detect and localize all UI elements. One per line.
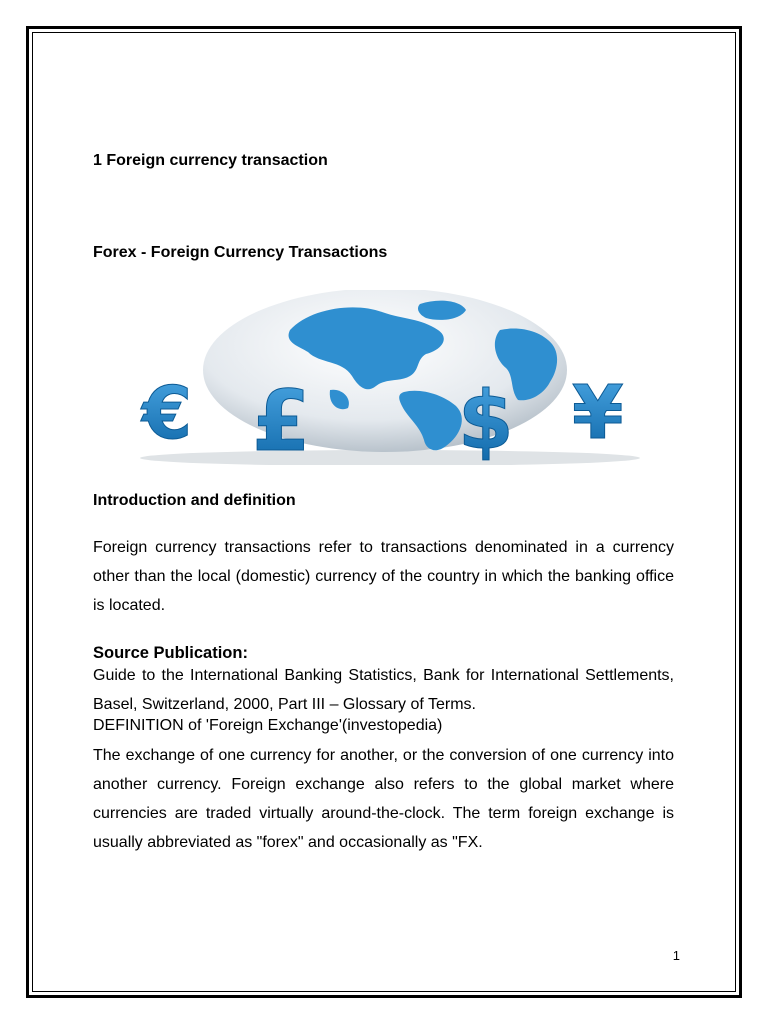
page-number: 1 (672, 948, 680, 963)
definition-paragraph: The exchange of one currency for another, or the conversion of one currency into another currency. Foreign exchange also refers to the global market where currencies are traded virtually around-the-clock. The term foreign exchange is usually abbreviated as "forex" and occasionally as "FX. (93, 747, 674, 851)
globe-currency-image (120, 290, 660, 465)
source-publication-label: Source Publication: (93, 644, 248, 662)
dollar-symbol: $ (458, 374, 514, 465)
euro-symbol: € (142, 371, 193, 455)
heading-foreign-currency-transaction: 1 Foreign currency transaction (93, 152, 328, 169)
pound-symbol: £ (252, 372, 311, 465)
section-heading-introduction: Introduction and definition (93, 492, 296, 509)
globe-with-currency-symbols-icon (120, 290, 660, 465)
intro-paragraph: Foreign currency transactions refer to transactions denominated in a currency other than the local (domestic) currency of the country in which the banking office is located. (93, 539, 674, 614)
heading-forex: Forex - Foreign Currency Transactions (93, 244, 388, 261)
definition-heading: DEFINITION of 'Foreign Exchange'(investopedia) (93, 717, 443, 734)
yen-symbol: ¥ (572, 370, 624, 456)
source-publication-text: Guide to the International Banking Statistics, Bank for International Settlements, Basel, Switzerland, 2000, Part III – Glossary of Terms. (93, 667, 674, 713)
